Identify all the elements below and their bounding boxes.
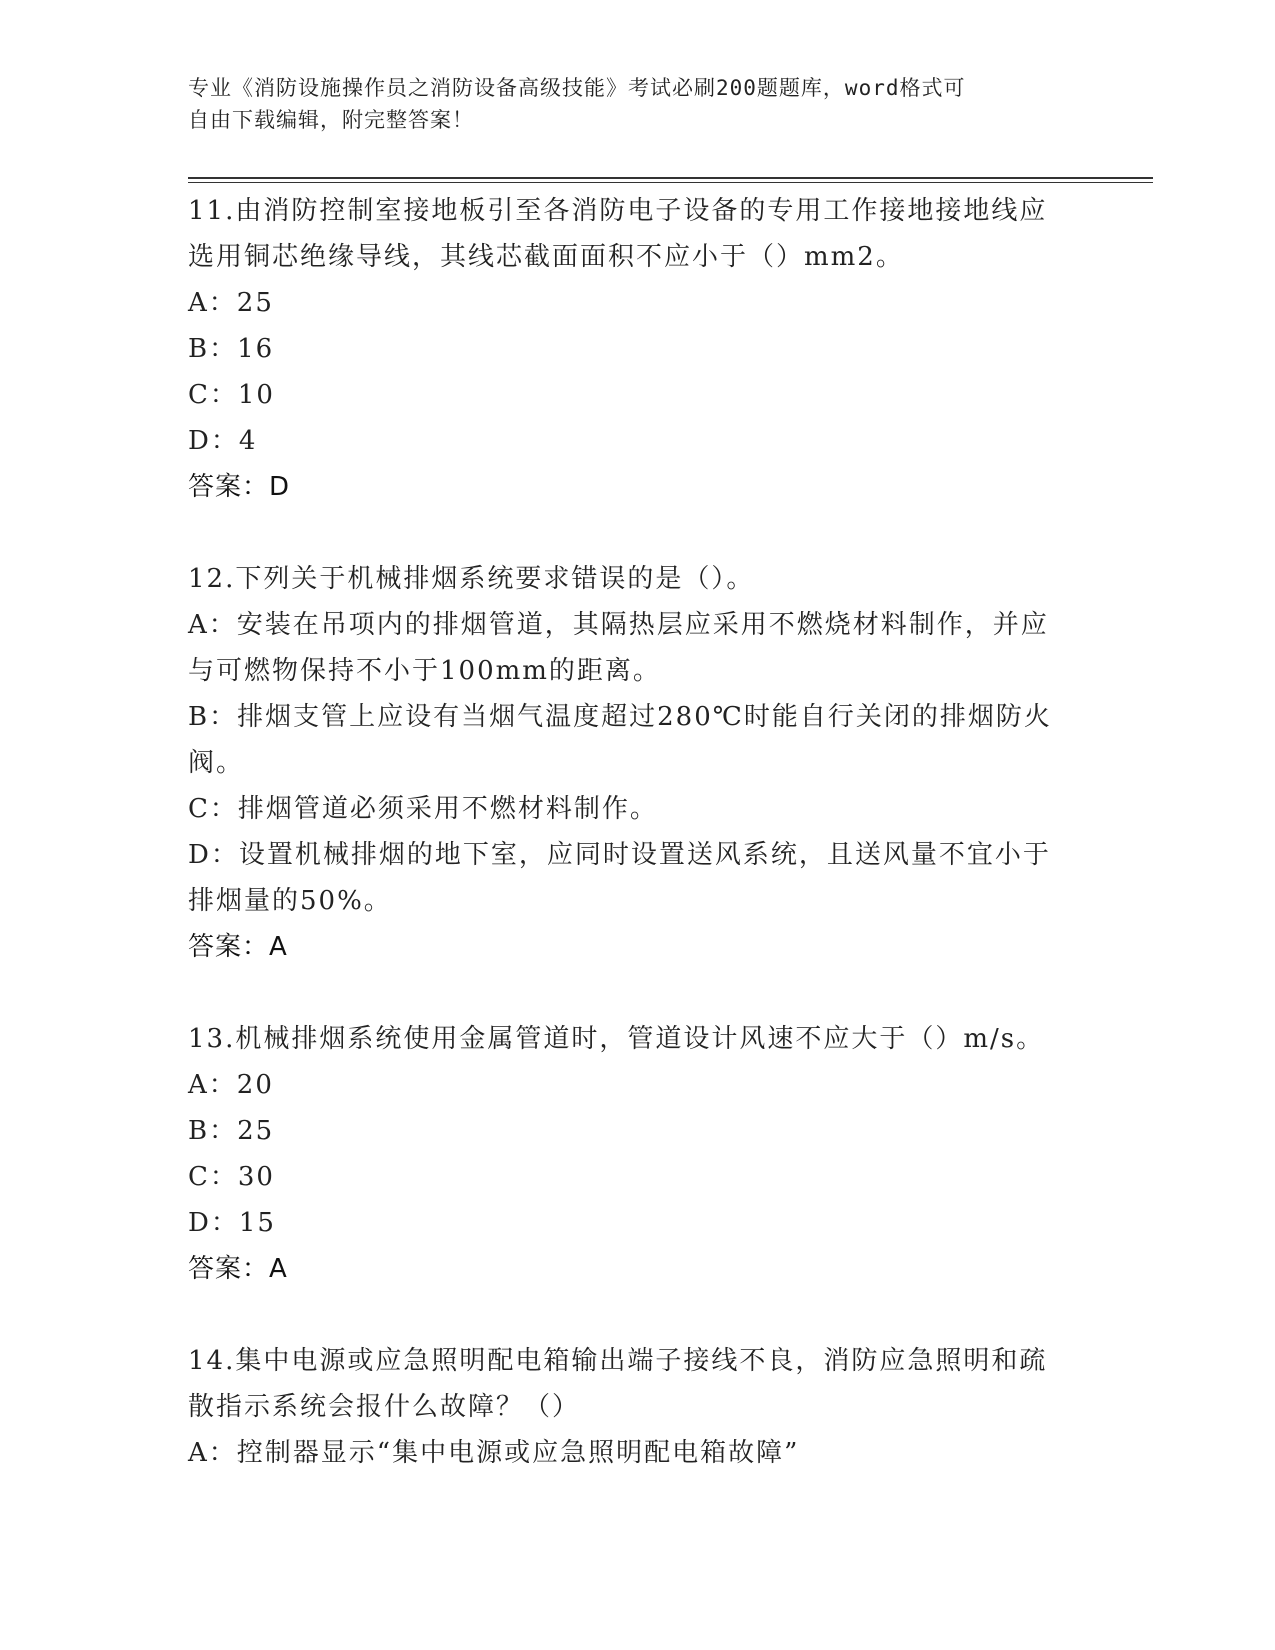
header-divider-thin [188, 182, 1153, 183]
header-line-1: 专业《消防设施操作员之消防设备高级技能》考试必刷200题题库，word格式可 [188, 76, 966, 100]
question-stem-line: 14.集中电源或应急照明配电箱输出端子接线不良，消防应急照明和疏 [188, 1346, 1048, 1376]
question-list [188, 188, 1088, 1476]
header-divider-thick [188, 177, 1153, 179]
answer-key: 答案：A [188, 932, 288, 962]
answer-option-line: 排烟量的50%。 [188, 886, 392, 916]
question-block [188, 556, 1088, 1016]
answer-option-line: A：安装在吊项内的排烟管道，其隔热层应采用不燃烧材料制作，并应 [188, 610, 1049, 640]
answer-option-line: A：控制器显示“集中电源或应急照明配电箱故障” [188, 1438, 800, 1468]
question-stem-line: 选用铜芯绝缘导线，其线芯截面面积不应小于（）mm2。 [188, 242, 904, 272]
answer-option-line: B：16 [188, 334, 275, 364]
question-stem-line: 12.下列关于机械排烟系统要求错误的是（）。 [188, 564, 755, 594]
answer-option-line: D：设置机械排烟的地下室，应同时设置送风系统，且送风量不宜小于 [188, 840, 1051, 870]
question-stem-line: 13.机械排烟系统使用金属管道时，管道设计风速不应大于（）m/s。 [188, 1024, 1045, 1054]
question-block [188, 188, 1088, 556]
question-block [188, 1338, 1088, 1476]
question-stem-line: 散指示系统会报什么故障？（） [188, 1392, 581, 1422]
answer-option-line: C：排烟管道必须采用不燃材料制作。 [188, 794, 658, 824]
answer-option-line: C：30 [188, 1162, 275, 1192]
document-header [188, 72, 1068, 136]
answer-key: 答案：D [188, 472, 291, 502]
answer-option-line: D：4 [188, 426, 258, 456]
answer-option-line: A：20 [188, 1070, 274, 1100]
answer-key: 答案：A [188, 1254, 288, 1284]
answer-option-line: A：25 [188, 288, 274, 318]
answer-option-line: C：10 [188, 380, 275, 410]
question-spacer [188, 1292, 1088, 1338]
question-spacer [188, 970, 1088, 1016]
answer-option-line: 阀。 [188, 748, 245, 778]
question-block [188, 1016, 1088, 1338]
answer-option-line: 与可燃物保持不小于100mm的距离。 [188, 656, 661, 686]
answer-option-line: B：排烟支管上应设有当烟气温度超过280℃时能自行关闭的排烟防火 [188, 702, 1052, 732]
question-spacer [188, 510, 1088, 556]
header-line-2: 自由下载编辑，附完整答案！ [188, 108, 474, 132]
question-stem-line: 11.由消防控制室接地板引至各消防电子设备的专用工作接地接地线应 [188, 196, 1048, 226]
answer-option-line: D：15 [188, 1208, 276, 1238]
answer-option-line: B：25 [188, 1116, 275, 1146]
